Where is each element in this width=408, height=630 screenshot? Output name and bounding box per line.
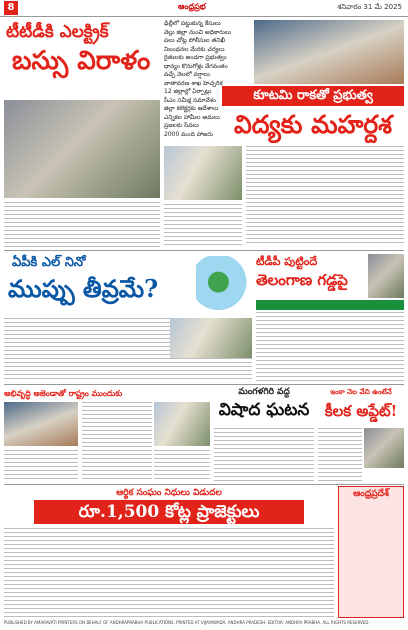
telangana-body-text bbox=[256, 312, 404, 382]
update-body-text bbox=[318, 428, 362, 482]
paper-name: ఆంధ్రప్రభ bbox=[178, 2, 206, 11]
sidebar-bullet: 12 జిల్లాల్లో ఏర్పాట్లు bbox=[164, 88, 212, 95]
sidebar-bullet: వెల్లు జిల్లా నుంచి అధికారులు bbox=[164, 28, 232, 36]
mangalagiri-kicker: మంగళగిరి వద్ద bbox=[238, 387, 290, 397]
update-photo bbox=[364, 428, 404, 468]
divider bbox=[4, 484, 404, 485]
ttd-bus-photo bbox=[4, 100, 160, 198]
elnino-kicker: ఏపీకి ఎల్ నినో bbox=[12, 255, 86, 270]
update-headline: కీలక అప్డేట్! bbox=[324, 402, 398, 420]
sidebar-bullet: జిల్లా కలెక్టర్లకు ఆదేశాలు bbox=[164, 105, 219, 112]
sidebar-bullet: రైతులకు అండగా ప్రభుత్వం bbox=[164, 54, 227, 61]
sidebar-bullet: వాతావరణ శాఖ హెచ్చరిక bbox=[164, 79, 223, 87]
rasamaha-body-text-2 bbox=[4, 450, 78, 482]
govt-body-text-2 bbox=[164, 204, 242, 248]
rasamaha-body-text-3 bbox=[154, 450, 210, 482]
govt-body-text bbox=[246, 146, 404, 246]
elnino-headline-block bbox=[4, 254, 204, 316]
sidebar-bullet: సీఎం సమీక్ష సమావేశం bbox=[164, 96, 217, 104]
ttd-headline-line2: బస్సు విరాళం bbox=[12, 46, 151, 76]
elnino-map bbox=[196, 256, 252, 314]
sidebar-bullet: వచ్చే నెలలో వర్షాలు bbox=[164, 71, 210, 78]
issue-date: శనివారం 31 మే 2025 bbox=[337, 3, 402, 11]
govt-photo bbox=[254, 20, 404, 84]
projects-kicker: ఆర్థిక సంఘం నిధులు విడుదల bbox=[116, 488, 222, 498]
sidebar-bullet: ప్రజలకు సేవలు bbox=[164, 122, 199, 129]
divider bbox=[4, 250, 404, 251]
mangalagiri-body-text bbox=[214, 428, 314, 482]
mangalagiri-headline: విషాద ఘటన bbox=[218, 400, 310, 420]
sidebar-bullet: ఢిల్లీలో పట్టుకున్న కేసులు bbox=[164, 20, 221, 27]
mangalagiri-headline-block bbox=[214, 386, 314, 426]
rasamaha-body-text bbox=[82, 402, 152, 482]
ad-brand: ఆంధ్రప్రదేశ్ bbox=[353, 489, 389, 499]
telangana-photo bbox=[368, 254, 404, 298]
elnino-headline: ముప్పు తీవ్రమే? bbox=[8, 274, 159, 303]
sidebar-bullet: నిబంధనల మేరకు చర్యలు bbox=[164, 45, 225, 53]
sidebar-bullet: 2000 మంది హాజరు bbox=[164, 130, 213, 138]
projects-headline-block bbox=[4, 486, 334, 526]
telangana-headline-block bbox=[256, 254, 366, 298]
rasamaha-photo-2 bbox=[154, 402, 210, 446]
sidebar-bullet: ధాన్యం కొనుగోళ్లు వేగవంతం bbox=[164, 62, 228, 70]
telangana-strap bbox=[256, 300, 404, 310]
ttd-body-text bbox=[4, 202, 160, 248]
projects-body-text bbox=[4, 528, 334, 618]
telangana-kicker: టీడీపీ పుట్టిందే bbox=[256, 255, 318, 268]
govt-kicker: కూటమి రాకతో ప్రభుత్వ bbox=[222, 86, 404, 106]
page-number: 8 bbox=[4, 1, 18, 15]
ad-box bbox=[338, 486, 404, 618]
telangana-headline: తెలంగాణ గడ్డపై bbox=[256, 271, 348, 289]
rasamaha-photo bbox=[4, 402, 78, 446]
govt-small-photo bbox=[164, 146, 242, 200]
sidebar-bullet: ఎన్నికల హామీల అమలు bbox=[164, 113, 220, 121]
ttd-headline-line1: టీటీడీకి ఎలక్ట్రిక్ bbox=[6, 22, 109, 42]
sidebar-bullet: పలు చోట్ల పోలీసుల తనిఖీ bbox=[164, 37, 226, 44]
footer-imprint: PUBLISHED BY AMARAVATI PRINTERS ON BEHALF OF ANDHRAPRABHA PUBLICATIONS. PRINTED AT VIJAYAWADA, ANDHRA PRADESH. EDITOR: ANDHRA PRABHA. ALL RIGHTS RESERVED. bbox=[4, 620, 370, 625]
rasamaha-headline: అభివృద్ధి అజెండాతో రాష్ట్రం ముందుకు bbox=[4, 388, 123, 398]
divider bbox=[4, 384, 404, 385]
projects-headline: రూ.1,500 కోట్ల ప్రాజెక్టులు bbox=[34, 500, 304, 524]
ttd-headline-block bbox=[4, 20, 160, 96]
elnino-photo bbox=[170, 318, 252, 358]
update-kicker: ఇంకా నెల వేచి ఉంటేనే bbox=[330, 387, 392, 396]
govt-headline: విద్యకు మహర్దశ bbox=[234, 110, 392, 139]
